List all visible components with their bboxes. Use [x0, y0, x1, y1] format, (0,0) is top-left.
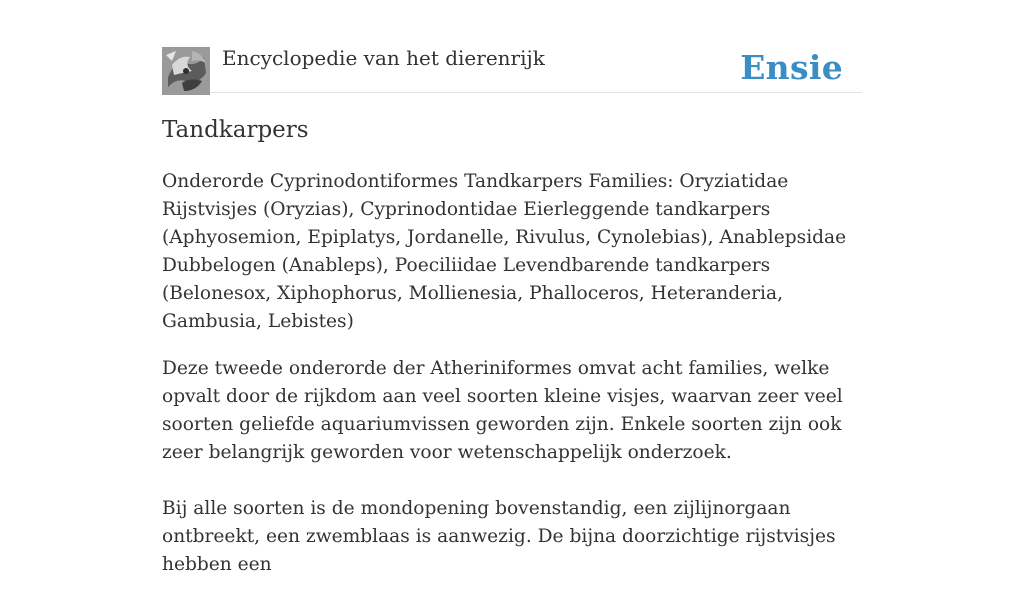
- animal-illustration-icon: [162, 47, 210, 95]
- article-body: [162, 168, 862, 598]
- source-avatar[interactable]: [162, 47, 210, 95]
- article-title: Tandkarpers: [162, 117, 309, 143]
- paragraph: Onderorde Cyprinodontiformes Tandkarpers Families: Oryziatidae Rijstvisjes (Oryzias), Cyprinodontidae Eierleggende tandkarpers (Aphyosemion, Epiplatys, Jordanelle, Rivulus, Cynolebias), Anablepsidae Dubbelogen (Anableps), Poeciliidae Levendbarende tandkarpers (Belonesox, Xiphophorus, Mollienesia, Phalloceros, Heteranderia, Gambusia, Lebistes): [162, 171, 847, 332]
- article-header: [162, 46, 862, 93]
- paragraph: Deze tweede onderorde der Atheriniformes omvat acht families, welke opvalt door de rijkdom aan veel soorten kleine visjes, waarvan zeer veel soorten geliefde aquariumvissen geworden zijn. Enkele soorten zijn ook zeer belangrijk geworden voor wetenschappelijk onderzoek.: [162, 358, 843, 463]
- brand-logo[interactable]: Ensie: [740, 48, 843, 87]
- paragraph: Bij alle soorten is de mondopening bovenstandig, een zijlijnorgaan ontbreekt, een zwemblaas is aanwezig. De bijna doorzichtige rijstvisjes hebben een: [162, 498, 836, 575]
- source-title[interactable]: Encyclopedie van het dierenrijk: [222, 46, 545, 70]
